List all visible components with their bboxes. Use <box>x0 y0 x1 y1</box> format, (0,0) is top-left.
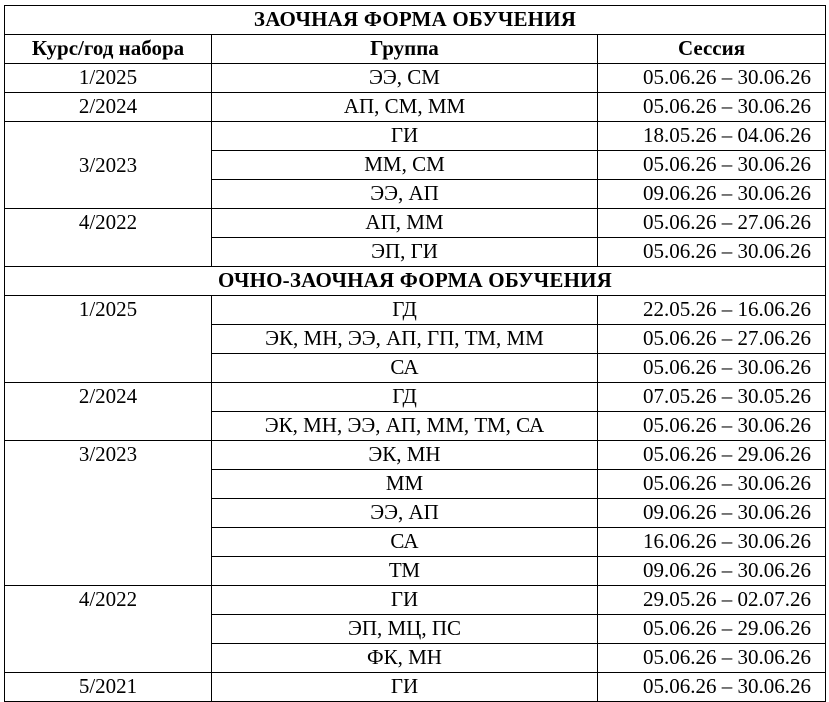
group-cell: ММ, СМ <box>212 151 598 180</box>
session-cell: 05.06.26 – 27.06.26 <box>598 325 826 354</box>
session-cell: 05.06.26 – 30.06.26 <box>598 673 826 702</box>
session-cell: 09.06.26 – 30.06.26 <box>598 180 826 209</box>
course-cell: 3/2023 <box>5 122 212 209</box>
session-cell: 05.06.26 – 27.06.26 <box>598 209 826 238</box>
header-group: Группа <box>212 35 598 64</box>
session-cell: 07.05.26 – 30.05.26 <box>598 383 826 412</box>
table-row <box>5 586 826 615</box>
session-cell: 05.06.26 – 30.06.26 <box>598 354 826 383</box>
group-cell: ЭП, ГИ <box>212 238 598 267</box>
session-cell: 05.06.26 – 30.06.26 <box>598 412 826 441</box>
session-cell: 05.06.26 – 30.06.26 <box>598 644 826 673</box>
header-course: Курс/год набора <box>5 35 212 64</box>
section-row-ochno-zaochnaya <box>5 267 826 296</box>
group-cell: СА <box>212 354 598 383</box>
group-cell: ТМ <box>212 557 598 586</box>
session-cell: 05.06.26 – 30.06.26 <box>598 470 826 499</box>
group-cell: ММ <box>212 470 598 499</box>
table-row <box>5 383 826 412</box>
table-row <box>5 296 826 325</box>
course-cell: 2/2024 <box>5 383 212 441</box>
table-row <box>5 93 826 122</box>
schedule-table <box>4 5 826 702</box>
course-cell: 2/2024 <box>5 93 212 122</box>
session-cell: 09.06.26 – 30.06.26 <box>598 557 826 586</box>
group-cell: ФК, МН <box>212 644 598 673</box>
group-cell: ЭП, МЦ, ПС <box>212 615 598 644</box>
group-cell: СА <box>212 528 598 557</box>
table-row <box>5 209 826 238</box>
course-cell: 4/2022 <box>5 209 212 267</box>
session-cell: 22.05.26 – 16.06.26 <box>598 296 826 325</box>
group-cell: ГИ <box>212 586 598 615</box>
group-cell: АП, СМ, ММ <box>212 93 598 122</box>
group-cell: ЭЭ, СМ <box>212 64 598 93</box>
group-cell: ЭЭ, АП <box>212 499 598 528</box>
session-cell: 29.05.26 – 02.07.26 <box>598 586 826 615</box>
table-row <box>5 64 826 93</box>
course-cell: 4/2022 <box>5 586 212 673</box>
course-cell: 1/2025 <box>5 296 212 383</box>
header-session: Сессия <box>598 35 826 64</box>
group-cell: ЭЭ, АП <box>212 180 598 209</box>
group-cell: АП, ММ <box>212 209 598 238</box>
course-cell: 3/2023 <box>5 441 212 586</box>
group-cell: ГД <box>212 383 598 412</box>
section-title-zaochnaya: ЗАОЧНАЯ ФОРМА ОБУЧЕНИЯ <box>5 6 826 35</box>
group-cell: ГИ <box>212 673 598 702</box>
group-cell: ЭК, МН <box>212 441 598 470</box>
table-row <box>5 673 826 702</box>
course-cell: 5/2021 <box>5 673 212 702</box>
session-cell: 18.05.26 – 04.06.26 <box>598 122 826 151</box>
session-cell: 05.06.26 – 30.06.26 <box>598 151 826 180</box>
section-row-zaochnaya <box>5 6 826 35</box>
session-cell: 05.06.26 – 30.06.26 <box>598 93 826 122</box>
course-cell: 1/2025 <box>5 64 212 93</box>
group-cell: ГД <box>212 296 598 325</box>
session-cell: 05.06.26 – 29.06.26 <box>598 441 826 470</box>
table-row <box>5 441 826 470</box>
header-row <box>5 35 826 64</box>
group-cell: ЭК, МН, ЭЭ, АП, ММ, ТМ, СА <box>212 412 598 441</box>
session-cell: 05.06.26 – 29.06.26 <box>598 615 826 644</box>
session-cell: 09.06.26 – 30.06.26 <box>598 499 826 528</box>
session-cell: 16.06.26 – 30.06.26 <box>598 528 826 557</box>
group-cell: ГИ <box>212 122 598 151</box>
group-cell: ЭК, МН, ЭЭ, АП, ГП, ТМ, ММ <box>212 325 598 354</box>
session-cell: 05.06.26 – 30.06.26 <box>598 64 826 93</box>
table-row <box>5 122 826 151</box>
section-title-ochno-zaochnaya: ОЧНО-ЗАОЧНАЯ ФОРМА ОБУЧЕНИЯ <box>5 267 826 296</box>
session-cell: 05.06.26 – 30.06.26 <box>598 238 826 267</box>
